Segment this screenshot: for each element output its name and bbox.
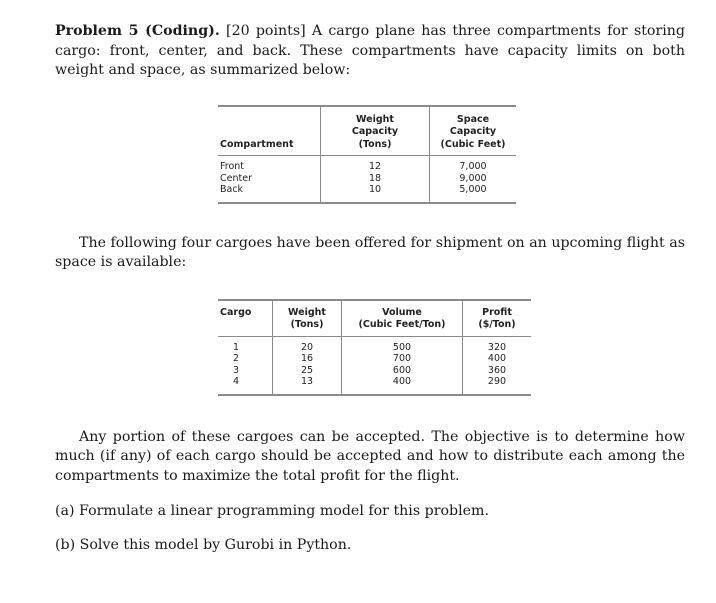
header-volume-line1: Volume: [382, 306, 422, 318]
table-row: [218, 365, 531, 377]
header-weight-capacity: [321, 106, 430, 156]
cargo-volume: 700: [342, 353, 463, 365]
header-space-line1: Space: [456, 113, 490, 125]
table-row: [218, 173, 516, 185]
header-compartment: Compartment: [218, 106, 321, 156]
header-profit-line2: ($/Ton): [478, 319, 516, 330]
objective-paragraph: Any portion of these cargoes can be accepted. The objective is to determine how much (if any) of each cargo should be accepted and how to distribute each among the compartments to maximize the total profit for the flight.: [55, 428, 685, 484]
cargo-id: 1: [233, 341, 240, 353]
cargo-profit: 400: [463, 353, 532, 365]
compartment-name: Center: [220, 172, 252, 184]
table-row: [218, 376, 531, 395]
problem-label: Problem 5 (Coding).: [55, 23, 220, 39]
compartment-table: [218, 105, 685, 204]
table-row: [218, 156, 516, 173]
cargo-profit: 320: [463, 336, 532, 353]
header-weight-tons: [273, 300, 342, 337]
cargo-weight: 13: [273, 376, 342, 395]
cargo-id: 4: [233, 376, 240, 387]
compartment-space: 9,000: [430, 173, 517, 185]
cargo-id: 2: [233, 353, 240, 364]
compartment-weight: 10: [321, 184, 430, 203]
cargo-profit: 290: [463, 376, 532, 395]
header-space-line2: Capacity: [449, 126, 497, 137]
intro-text: [20 points] A cargo plane has three compartments for storing cargo: front, center, and back. These compartments have capacity limits on both weight and space, as summarized below:: [55, 23, 686, 78]
header-weight-line2: Capacity: [351, 126, 399, 137]
cargo-weight: 16: [273, 353, 342, 365]
cargo-weight: 20: [273, 336, 342, 353]
intro-paragraph: [55, 22, 685, 81]
header-space-line3: (Cubic Feet): [440, 138, 506, 150]
cargo-table: [218, 299, 685, 396]
cargo-id: 3: [233, 364, 240, 376]
problem-page: [55, 22, 685, 555]
header-cargo: Cargo: [218, 300, 273, 337]
header-weight-line3: (Tons): [358, 138, 392, 150]
cargo-volume: 600: [342, 365, 463, 377]
header-weight-line1: Weight: [288, 306, 326, 318]
cargo-profit: 360: [463, 365, 532, 377]
cargo-weight: 25: [273, 365, 342, 377]
compartment-name: Back: [220, 184, 244, 195]
header-volume: [342, 300, 463, 337]
cargo-volume: 400: [342, 376, 463, 395]
table-row: [218, 353, 531, 365]
part-b: (b) Solve this model by Gurobi in Python.: [55, 536, 352, 553]
cargo-volume: 500: [342, 336, 463, 353]
compartment-space: 5,000: [430, 184, 517, 203]
header-weight-line1: Weight: [356, 113, 394, 125]
header-weight-line2: (Tons): [290, 319, 324, 330]
compartment-weight: 18: [321, 173, 430, 185]
compartment-name: Front: [220, 161, 245, 172]
header-profit-line1: Profit: [482, 306, 512, 318]
middle-paragraph: The following four cargoes have been offered for shipment on an upcoming flight as space is available:: [55, 234, 685, 270]
header-volume-line2: (Cubic Feet/Ton): [358, 319, 446, 330]
table-row: [218, 184, 516, 203]
table-row: [218, 336, 531, 353]
part-a: (a) Formulate a linear programming model for this problem.: [55, 503, 490, 519]
compartment-space: 7,000: [430, 156, 517, 173]
compartment-weight: 12: [321, 156, 430, 173]
header-space-capacity: [430, 106, 517, 156]
header-profit: [463, 300, 532, 337]
